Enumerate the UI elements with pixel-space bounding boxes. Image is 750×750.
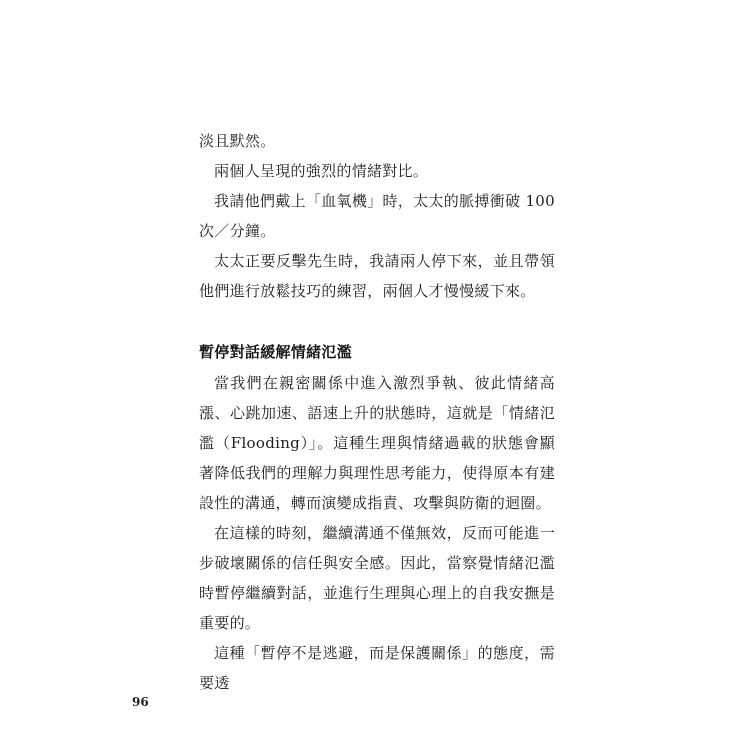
paragraph: 當我們在親密關係中進入激烈爭執、彼此情緒高漲、心跳加速、語速上升的狀態時，這就是「情緒氾濫（Flooding）」。這種生理與情緒過載的狀態會顯著降低我們的理解力與理性思考能力，使得原本有建設性的溝通，轉而演變成指責、攻擊與防衛的迴圈。	[199, 374, 555, 512]
paragraph: 在這樣的時刻，繼續溝通不僅無效，反而可能進一步破壞關係的信任與安全感。因此，當察覺情緒氾濫時暫停繼續對話，並進行生理與心理上的自我安撫是重要的。	[199, 524, 555, 632]
paragraph: 我請他們戴上「血氧機」時，太太的脈搏衝破 100 次／分鐘。	[199, 192, 555, 240]
paragraph: 這種「暫停不是逃避，而是保護關係」的態度，需要透	[199, 644, 555, 692]
paragraph: 太太正要反擊先生時，我請兩人停下來，並且帶領他們進行放鬆技巧的練習，兩個人才慢慢緩下來。	[199, 252, 555, 300]
paragraph: 兩個人呈現的強烈的情緒對比。	[214, 162, 429, 180]
paragraph-continuation: 淡且默然。	[199, 132, 276, 150]
page-body	[199, 126, 555, 698]
page-number: 96	[132, 695, 149, 709]
section-heading: 暫停對話緩解情緒氾濫	[199, 343, 353, 361]
